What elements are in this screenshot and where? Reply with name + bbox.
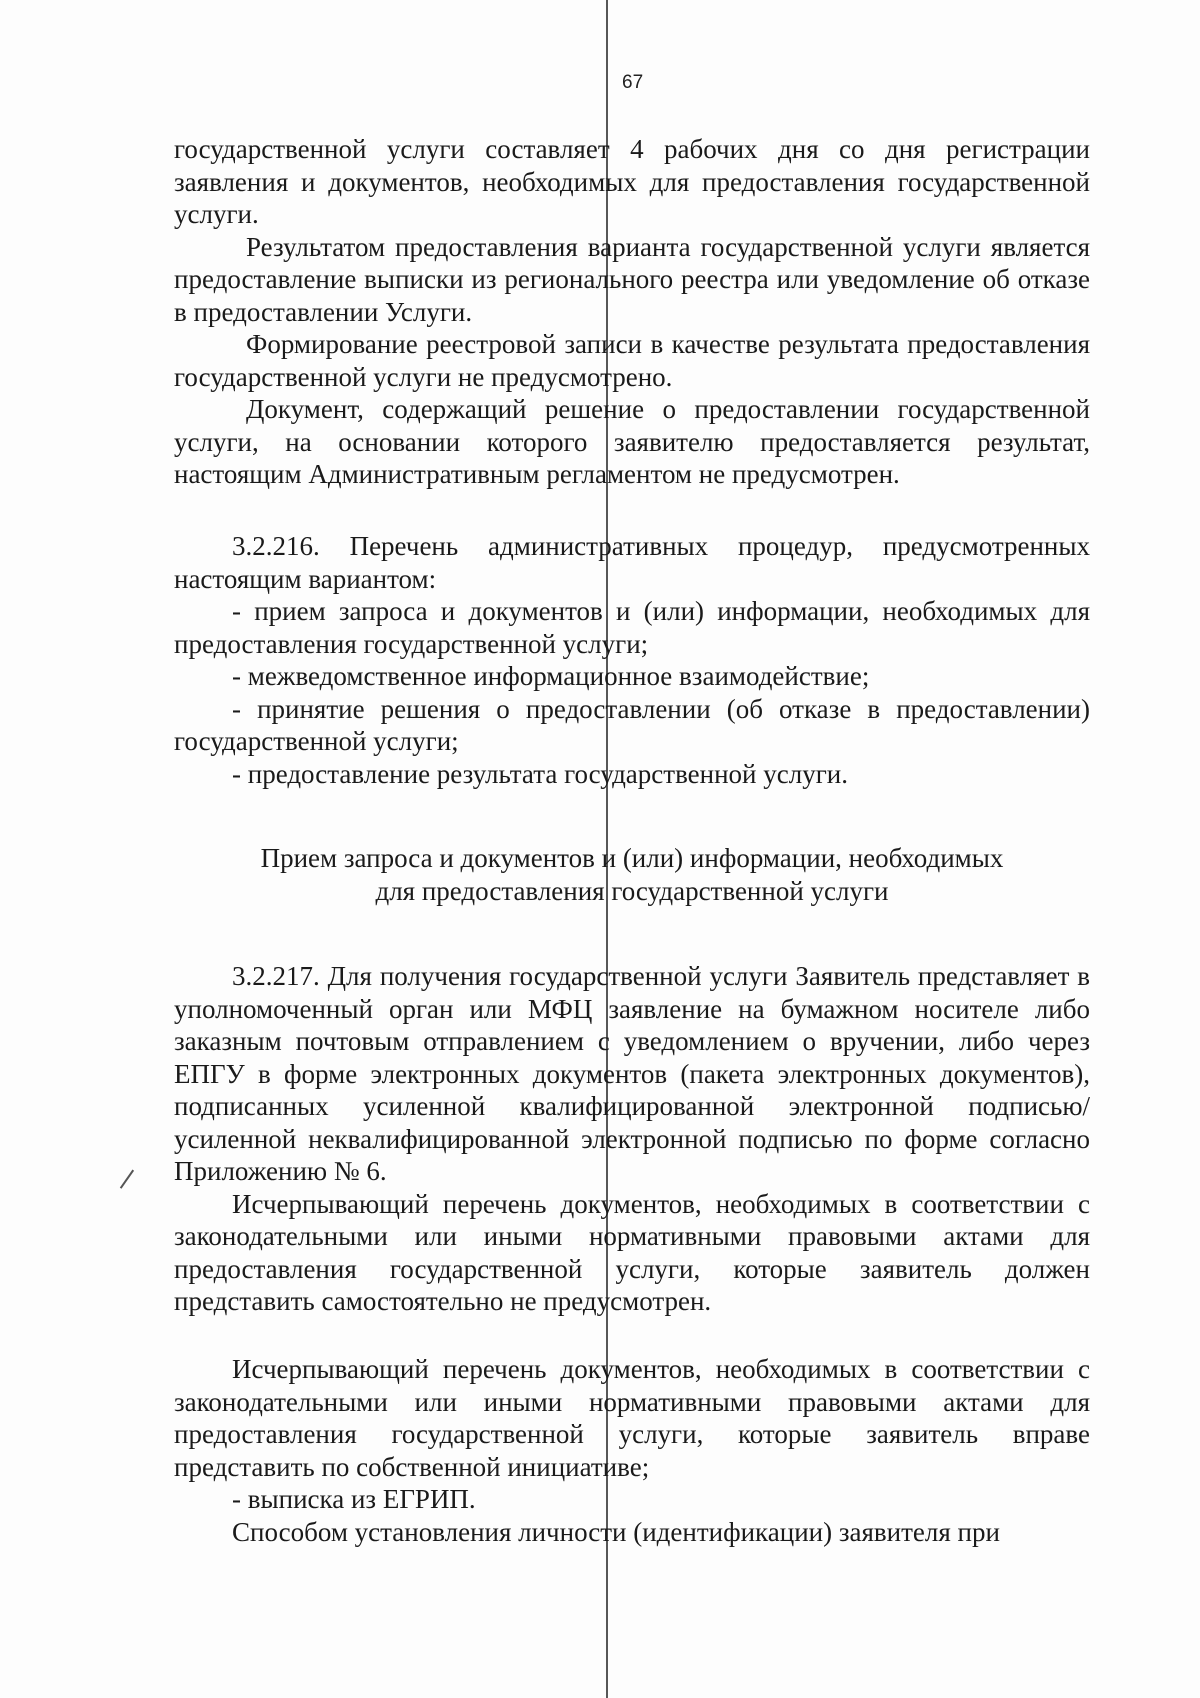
heading-line-2: для предоставления государственной услуги — [375, 875, 889, 906]
paragraph-result: Результатом предоставления варианта государственной услуги является предоставление выписки из регионального реестра или уведомление об отказе в предоставлении Услуги. — [174, 231, 1090, 327]
list-item-procedure: - принятие решения о предоставлении (об отказе в предоставлении) государственной услуги; — [174, 693, 1090, 756]
heading-line-1: Прием запроса и документов и (или) информации, необходимых — [260, 843, 1004, 873]
list-item-document: - выписка из ЕГРИП. — [232, 1484, 476, 1514]
section-procedures-list — [174, 530, 1090, 790]
paragraph-decision-document: Документ, содержащий решение о предоставлении государственной услуги, на основании которого заявителю предоставляется результат, настоящим Административным регламентом не предусмотрен. — [174, 394, 1090, 489]
section-heading — [174, 842, 1090, 907]
paragraph-procedures-intro: 3.2.216. Перечень административных процедур, предусмотренных настоящим вариантом: — [174, 531, 1090, 594]
section-application-submission — [174, 960, 1090, 1318]
page-number: 67 — [622, 72, 644, 93]
list-item-procedure: - предоставление результата государственной услуги. — [232, 758, 848, 789]
list-item-procedure: - прием запроса и документов и (или) информации, необходимых для предоставления государственной услуги; — [174, 596, 1090, 659]
paragraph-application: 3.2.217. Для получения государственной услуги Заявитель представляет в уполномоченный орган или МФЦ заявление на бумажном носителе либо заказным почтовым отправлением с уведомлением о вручении, либо через ЕПГУ в форме электронных документов (пакета электронных документов), подписанных усиленной квалифицированной электронной подписью/усиленной неквалифицированной электронной подписью по форме согласно Приложению № 6. — [174, 961, 1090, 1186]
list-item-procedure: - межведомственное информационное взаимодействие; — [232, 661, 870, 691]
paragraph-registry-record: Формирование реестровой записи в качестве результата предоставления государственной услуги не предусмотрено. — [174, 329, 1090, 392]
paragraph-identification: Способом установления личности (идентификации) заявителя при — [232, 1516, 1000, 1547]
paragraph-deadline: государственной услуги составляет 4 рабочих дня со дня регистрации заявления и документов, необходимых для предоставления государственной услуги. — [174, 134, 1090, 229]
section-optional-documents — [174, 1353, 1090, 1548]
paragraph-optional-documents: Исчерпывающий перечень документов, необходимых в соответствии с законодательными или иными нормативными правовыми актами для предоставления государственной услуги, которые заявитель вправе представить по собственной инициативе; — [174, 1354, 1090, 1482]
stray-pen-mark — [120, 1170, 134, 1189]
paragraph-required-documents: Исчерпывающий перечень документов, необходимых в соответствии с законодательными или иными нормативными правовыми актами для предоставления государственной услуги, которые заявитель должен представить самостоятельно не предусмотрен. — [174, 1188, 1090, 1316]
section-result-text — [174, 133, 1090, 491]
